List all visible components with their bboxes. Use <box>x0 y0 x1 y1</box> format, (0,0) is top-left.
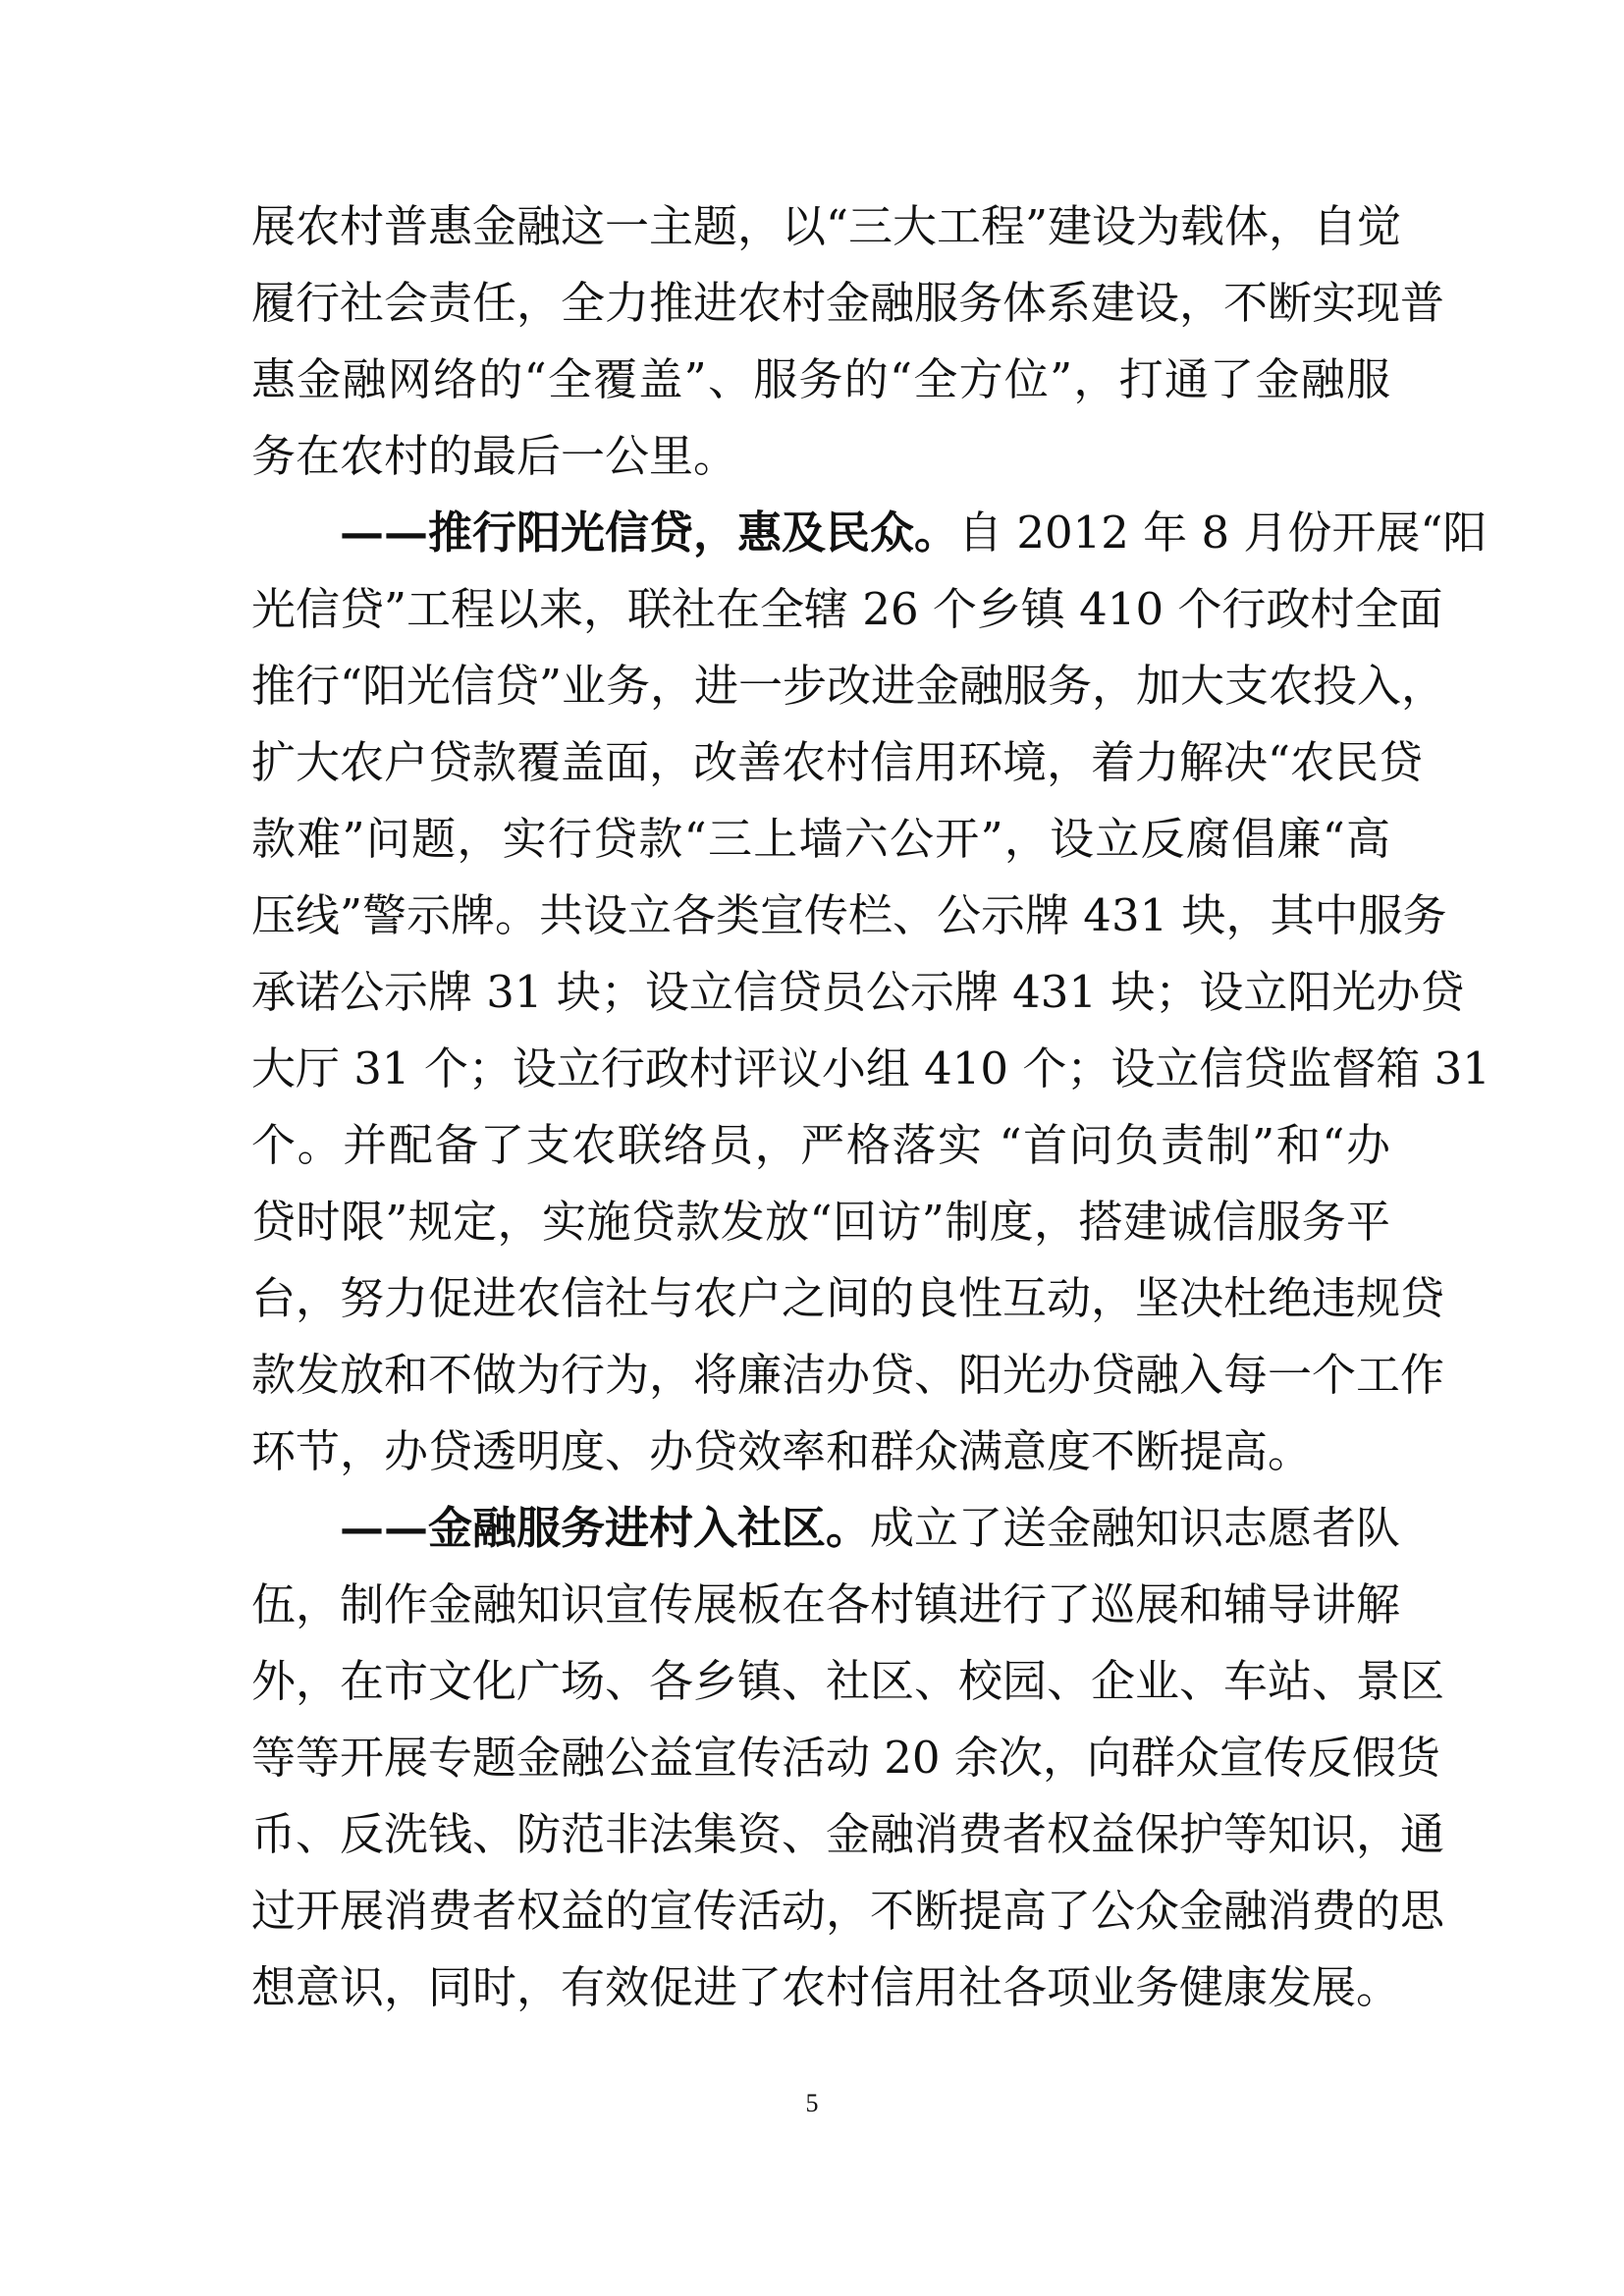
paragraph-line: 大厅 31 个；设立行政村评议小组 410 个；设立信贷监督箱 31 <box>251 1042 1490 1095</box>
section-heading-line <box>340 1498 1401 1559</box>
paragraph-line: 款难”问题，实行贷款“三上墙六公开”，设立反腐倡廉“高 <box>251 813 1390 865</box>
paragraph-line: 履行社会责任，全力推进农村金融服务体系建设，不断实现普 <box>251 277 1445 329</box>
paragraph-line: 个。并配备了支农联络员，严格落实 “首问负责制”和“办 <box>251 1119 1390 1171</box>
section-heading-line <box>340 503 1488 563</box>
paragraph-line: 惠金融网络的“全覆盖”、服务的“全方位”，打通了金融服 <box>251 353 1390 405</box>
section-heading: ——金融服务进村入社区。 <box>340 1502 871 1554</box>
paragraph-line: 外，在市文化广场、各乡镇、社区、校园、企业、车站、景区 <box>251 1655 1445 1707</box>
paragraph-line: 光信贷”工程以来，联社在全辖 26 个乡镇 410 个行政村全面 <box>251 583 1443 635</box>
paragraph-line: 承诺公示牌 31 块；设立信贷员公示牌 431 块；设立阳光办贷 <box>251 966 1465 1018</box>
paragraph-line: 台，努力促进农信社与农户之间的良性互动，坚决杜绝违规贷 <box>251 1272 1445 1324</box>
paragraph-line: 过开展消费者权益的宣传活动，不断提高了公众金融消费的思 <box>251 1885 1445 1937</box>
paragraph-line: 款发放和不做为行为，将廉洁办贷、阳光办贷融入每一个工作 <box>251 1349 1445 1401</box>
paragraph-line: 等等开展专题金融公益宣传活动 20 余次，向群众宣传反假货 <box>251 1732 1440 1784</box>
paragraph-line: 压线”警示牌。共设立各类宣传栏、公示牌 431 块，其中服务 <box>251 889 1447 941</box>
paragraph-line: 展农村普惠金融这一主题，以“三大工程”建设为载体，自觉 <box>251 200 1402 252</box>
paragraph-line: 想意识，同时，有效促进了农村信用社各项业务健康发展。 <box>251 1961 1401 2013</box>
paragraph-line: 币、反洗钱、防范非法集资、金融消费者权益保护等知识，通 <box>251 1808 1445 1860</box>
paragraph-line: 贷时限”规定，实施贷款发放“回访”制度，搭建诚信服务平 <box>251 1196 1390 1248</box>
paragraph-line: 推行“阳光信贷”业务，进一步改进金融服务，加大支农投入， <box>251 660 1446 712</box>
paragraph-text: 自 2012 年 8 月份开展“阳 <box>958 507 1488 559</box>
paragraph-line: 伍，制作金融知识宣传展板在各村镇进行了巡展和辅导讲解 <box>251 1578 1401 1630</box>
paragraph-line: 环节，办贷透明度、办贷效率和群众满意度不断提高。 <box>251 1425 1313 1477</box>
paragraph-text: 成立了送金融知识志愿者队 <box>870 1502 1401 1554</box>
paragraph-line: 扩大农户贷款覆盖面，改善农村信用环境，着力解决“农民贷 <box>251 736 1424 788</box>
section-heading: ——推行阳光信贷，惠及民众。 <box>340 507 959 559</box>
page-number: 5 <box>805 2089 819 2117</box>
paragraph-line: 务在农村的最后一公里。 <box>251 430 738 482</box>
